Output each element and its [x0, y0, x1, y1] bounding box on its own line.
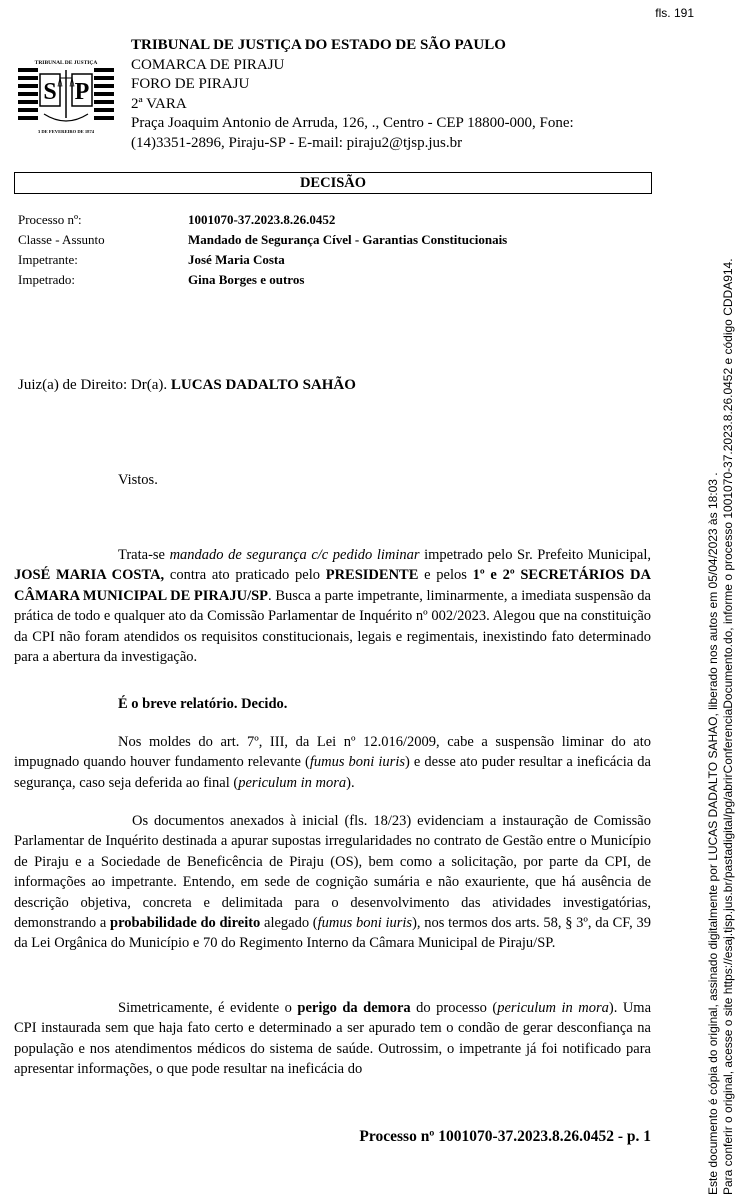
tjsp-seal-logo [14, 56, 118, 140]
digital-signature-note [706, 15, 736, 1195]
svg-text:S: S [43, 79, 57, 105]
vistos-paragraph [14, 470, 651, 490]
case-info-value: 1001070-37.2023.8.26.0452 [188, 212, 336, 227]
svg-text:TRIBUNAL DE JUSTIÇA: TRIBUNAL DE JUSTIÇA [34, 60, 98, 66]
judge-name: LUCAS DADALTO SAHÃO [170, 377, 356, 393]
case-info-row [18, 232, 507, 252]
vistos-text: Vistos. [118, 472, 158, 488]
case-info-label: Classe - Assunto [18, 232, 105, 247]
svg-text:3 DE FEVEREIRO DE 1874: 3 DE FEVEREIRO DE 1874 [37, 129, 95, 134]
comarca: COMARCA DE PIRAJU [131, 56, 285, 73]
address-line-2: (14)3351-2896, Piraju-SP - E-mail: piraju2@tjsp.jus.br [131, 134, 463, 151]
document-type-title: DECISÃO [14, 172, 652, 194]
svg-text:P: P [74, 79, 90, 105]
side-note-line-2: Para conferir o original, acesse o site https://esaj.tjsp.jus.br/pastadigital/pg/abrirConferenciaDocumento.do, informe o processo 1001070-37.2023.8.26.0452 e código CDDA914. [721, 258, 735, 1195]
court-header [131, 36, 574, 154]
case-info [18, 212, 507, 292]
judge-prefix: Juiz(a) de Direito: Dr(a). [18, 377, 168, 393]
foro: FORO DE PIRAJU [131, 76, 250, 93]
address-line-1: Praça Joaquim Antonio de Arruda, 126, ., Centro - CEP 18800-000, Fone: [131, 115, 574, 132]
case-info-row [18, 272, 507, 292]
case-info-label: Processo nº: [18, 212, 82, 227]
case-info-label: Impetrado: [18, 272, 76, 287]
paragraph-1: Trata-se mandado de segurança c/c pedido liminar impetrado pelo Sr. Prefeito Municipal, JOSÉ MARIA COSTA, contra ato praticado pelo PRESIDENTE e pelos 1º e 2º SECRETÁRIOS DA CÂMARA MUNICIPAL DE PIRAJU/SP. Busca a parte impetrante, liminarmente, a imediata suspensão da prática de todo e qualquer ato da Comissão Parlamentar de Inquérito nº 002/2023. Alegou que na constituição da CPI não foram atendidos os requisitos constitucionais, legais e regimentais, inexistindo fato determinado para a abertura da investigação. [14, 547, 651, 666]
paragraph-2: Nos moldes do art. 7º, III, da Lei nº 12.016/2009, cabe a suspensão liminar do ato impugnado quando houver fundamento relevante (fumus boni iuris) e desse ato puder resultar a ineficácia da segurança, caso seja deferida ao final (periculum in mora). [14, 734, 651, 791]
case-info-label: Impetrante: [18, 252, 78, 267]
page-footer: Processo nº 1001070-37.2023.8.26.0452 - p. 1 [359, 1128, 651, 1145]
case-info-row [18, 212, 507, 232]
paragraph-4: Simetricamente, é evidente o perigo da demora do processo (periculum in mora). Uma CPI instaurada sem que haja fato certo e determinado a ser apurado tem o condão de gerar desconfiança na população e nos atendimentos médicos do sistema de saúde. Outrossim, o impetrante já foi notificado para apresentar informações, o que pode resultar na ineficácia do [14, 1000, 652, 1078]
vara: 2ª VARA [131, 95, 187, 112]
case-info-value: Mandado de Segurança Cível - Garantias Constitucionais [188, 232, 508, 247]
relatorio-text: É o breve relatório. Decido. [118, 696, 288, 712]
case-info-row [18, 252, 507, 272]
case-info-value: Gina Borges e outros [188, 272, 305, 287]
relatorio-paragraph [14, 694, 651, 714]
judge-line [18, 377, 356, 394]
case-info-value: José Maria Costa [188, 252, 285, 267]
court-name: TRIBUNAL DE JUSTIÇA DO ESTADO DE SÃO PAULO [131, 37, 506, 53]
page-number: fls. 191 [655, 6, 694, 20]
side-note-line-1: Este documento é cópia do original, assinado digitalmente por LUCAS DADALTO SAHAO, liberado nos autos em 05/04/2023 às 18:03 . [706, 472, 720, 1195]
paragraph-3: Os documentos anexados à inicial (fls. 18/23) evidenciam a instauração de Comissão Parlamentar de Inquérito destinada a apurar supostas irregularidades no contrato de Gestão entre o Município de Piraju e a Sociedade de Beneficência de Piraju (OS), bem como a solicitação, por parte da CPI, de informações ao impetrante. Entendo, em sede de cognição sumária e não exauriente, que há ausência de descrição objetiva, concreta e delimitada para o desenvolvimento das atividades investigatórias, demonstrando a probabilidade do direito alegado (fumus boni iuris), nos termos dos arts. 58, § 3º, da CF, 39 da Lei Orgânica do Município e 70 do Regimento Interno da Câmara Municipal de Piraju/SP. [14, 813, 652, 952]
